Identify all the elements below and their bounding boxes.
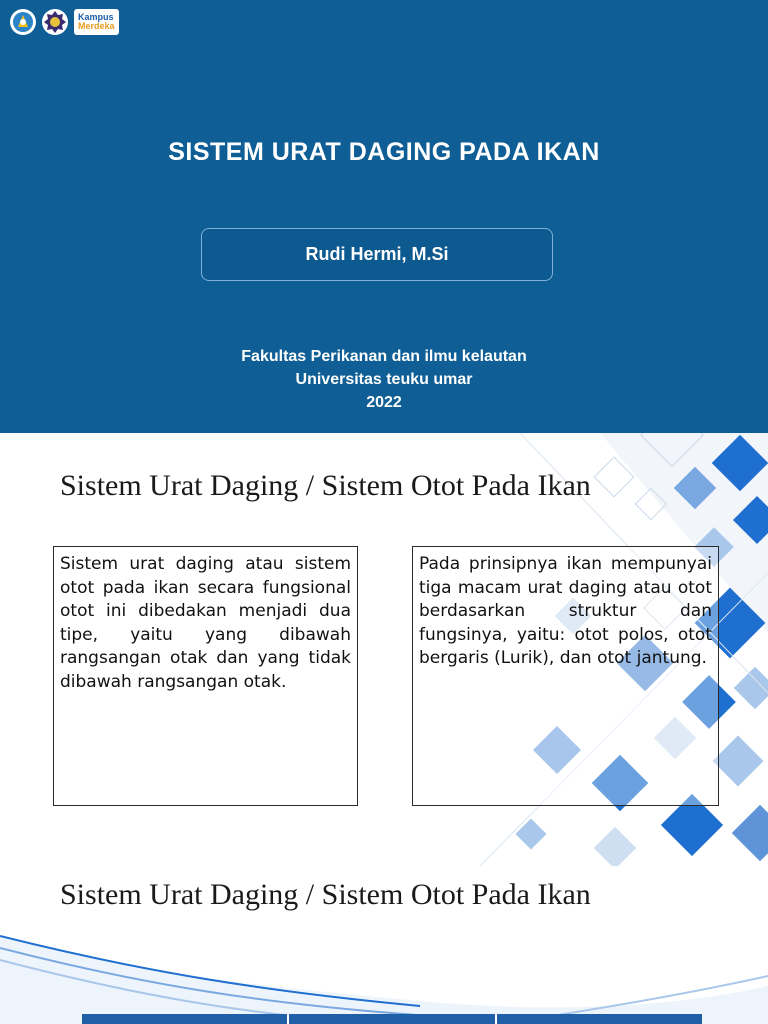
left-text-box: Sistem urat daging atau sistem otot pada ikan secara fungsional otot ini dibedakan menjadi dua tipe, yaitu yang dibawah rangsangan otak dan yang tidak dibawah rangsangan otak.	[53, 546, 358, 806]
institution-block	[0, 345, 768, 414]
tut-wuri-logo-icon	[10, 9, 36, 35]
right-text-box: Pada prinsipnya ikan mempunyai tiga macam urat daging atau otot berdasarkan struktur dan fungsinya, yaitu: otot polos, otot bergaris (Lurik), dan otot jantung.	[412, 546, 719, 806]
university-seal-icon	[42, 9, 68, 35]
content-slide-2	[0, 866, 768, 1024]
table-header-cell	[289, 1014, 496, 1024]
year: 2022	[366, 394, 402, 411]
content-slide	[0, 433, 768, 866]
slide-heading: Sistem Urat Daging / Sistem Otot Pada Ikan	[60, 469, 591, 502]
table-header-cell	[497, 1014, 702, 1024]
table-header-cell	[82, 1014, 289, 1024]
faculty-name: Fakultas Perikanan dan ilmu kelautan	[241, 348, 527, 365]
university-name: Universitas teuku umar	[295, 371, 473, 388]
author-name: Rudi Hermi, M.Si	[305, 244, 449, 264]
kampus-merdeka-logo: Kampus Merdeka	[74, 9, 119, 35]
author-box	[201, 228, 553, 281]
logo-bar	[10, 9, 119, 35]
title-slide	[0, 0, 768, 433]
slide-heading-2: Sistem Urat Daging / Sistem Otot Pada Ikan	[60, 878, 591, 911]
presentation-title: SISTEM URAT DAGING PADA IKAN	[168, 138, 600, 166]
table-header-row	[82, 1014, 702, 1024]
